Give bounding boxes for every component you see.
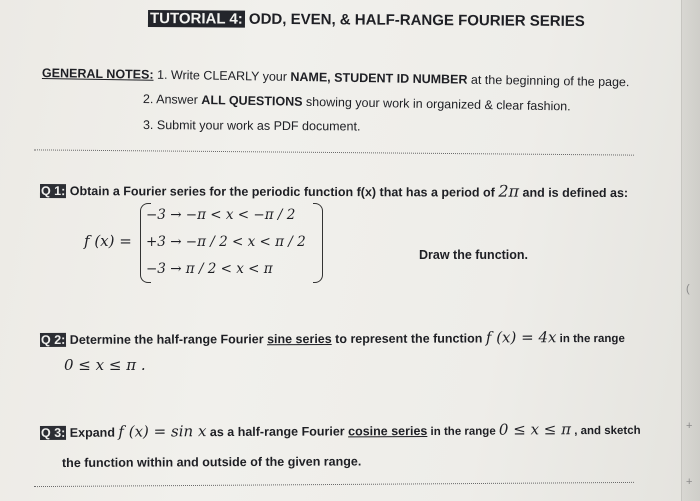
title-prefix: TUTORIAL 4: [149, 10, 243, 28]
edge-mark-plus-2: + [686, 476, 693, 488]
q2-text-c: in the range [556, 332, 625, 346]
q3-underlined: cosine series [348, 423, 428, 439]
question-2-text [40, 328, 625, 348]
question-3-text [40, 420, 641, 441]
notes-item1-b: NAME, STUDENT ID NUMBER [290, 69, 468, 87]
notes-item2-b: ALL QUESTIONS [201, 93, 303, 109]
q1-text-c: and is defined as: [519, 185, 629, 201]
piecewise-lhs: f (x) = [84, 232, 132, 250]
question-1-tag: Q 1: [40, 184, 66, 199]
question-3-line-2: the function within and outside of the given range. [61, 454, 362, 470]
notes-item1-a: 1. Write CLEARLY your [153, 67, 291, 84]
piecewise-case-1: −3 → −π < x < −π / 2 [146, 207, 296, 223]
divider-line [34, 149, 634, 155]
q3-func: f (x) = sin x [118, 422, 207, 441]
page-edge [681, 0, 700, 501]
q1-text-a: Obtain a Fourier series for the periodic function [66, 184, 357, 200]
q3-text-d: , and sketch [570, 424, 641, 438]
q3-range: 0 ≤ x ≤ π [498, 420, 572, 439]
q2-underlined: sine series [267, 331, 332, 347]
edge-mark: ( [686, 283, 690, 295]
piecewise-case-3: −3 → π / 2 < x < π [146, 261, 273, 277]
question-2-range: 0 ≤ x ≤ π . [64, 356, 146, 374]
notes-line-1 [42, 66, 630, 89]
q3-text-b: as a half-range Fourier [206, 424, 349, 440]
piecewise-case-2: +3 → −π / 2 < x < π / 2 [146, 234, 306, 250]
title-text: ODD, EVEN, & HALF-RANGE FOURIER SERIES [244, 10, 585, 31]
notes-item1-c: at the beginning of the page. [467, 72, 630, 90]
question-2-tag: Q 2: [40, 332, 66, 347]
notes-item2-a: 2. Answer [142, 92, 202, 108]
edge-mark-plus: + [686, 420, 693, 432]
notes-item2-c: showing your work in organized & clear fashion. [302, 94, 571, 114]
right-brace [313, 203, 323, 283]
page-title [148, 10, 585, 30]
q1-text-b: that has a period of [376, 185, 499, 200]
question-1-text [40, 180, 628, 201]
notes-item3: 3. Submit your work as PDF document. [142, 118, 361, 134]
notes-line-2 [143, 92, 571, 113]
question-1-instruction: Draw the function. [419, 248, 529, 262]
q2-text-b: to represent the function [331, 331, 486, 346]
q1-func: f(x) [356, 185, 377, 200]
q2-func: f (x) = 4x [485, 328, 557, 347]
notes-label: GENERAL NOTES: [41, 66, 154, 82]
q3-text-c: in the range [427, 425, 499, 438]
q3-text-a: Expand [66, 425, 119, 440]
divider-line-bottom [34, 482, 634, 487]
question-3-tag: Q 3: [40, 425, 66, 440]
notes-line-3 [143, 118, 361, 134]
q2-text-a: Determine the half-range Fourier [66, 332, 268, 347]
q1-period: 2π [498, 181, 520, 201]
